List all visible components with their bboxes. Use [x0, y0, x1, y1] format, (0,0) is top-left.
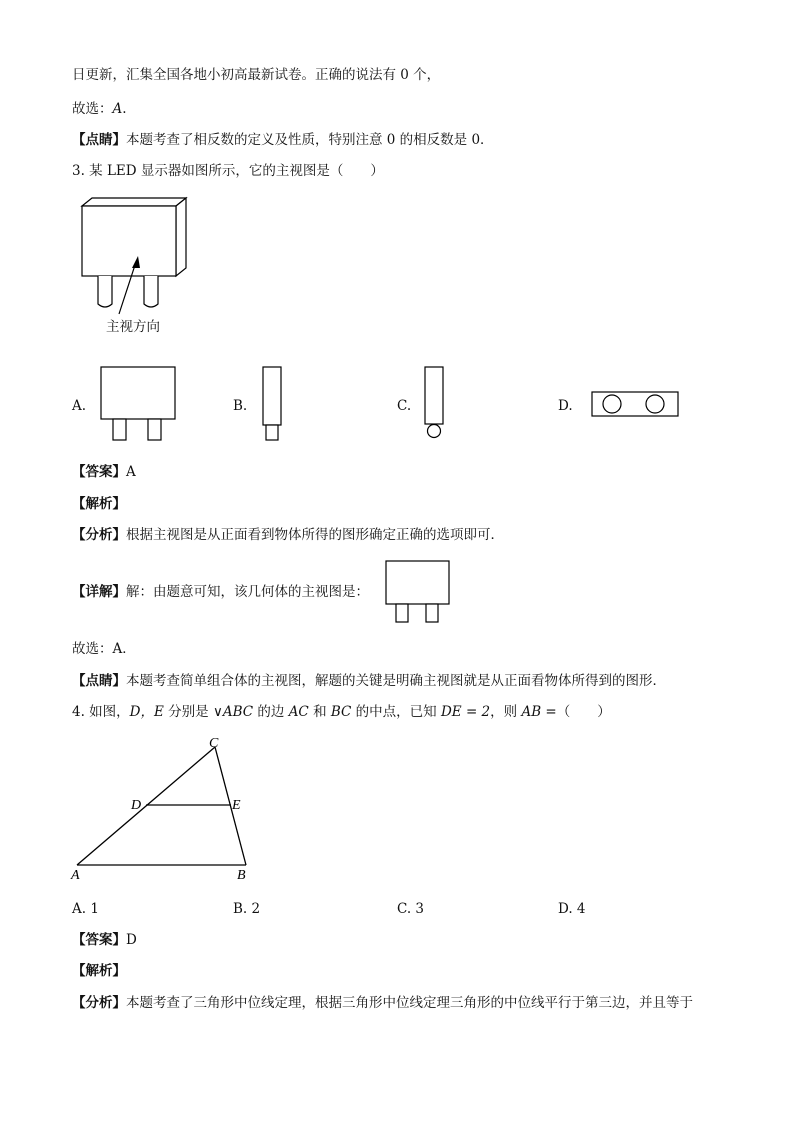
q4-ask: AB = [521, 704, 557, 720]
point-a-label: A [71, 868, 80, 883]
dianjing-tag: 【点睛】 [72, 673, 126, 689]
analysis-line [72, 495, 126, 513]
triangle-figure [66, 732, 266, 884]
view-direction-label: 主视方向 [106, 319, 160, 335]
fenxi-tag: 【分析】 [72, 995, 126, 1011]
detail-text: 解：由题意可知，该几何体的主视图是： [126, 584, 369, 600]
answer-value: D [126, 932, 137, 948]
option-a-figure [100, 366, 180, 446]
question-3: 3. 某 LED 显示器如图所示，它的主视图是（ ） [72, 163, 384, 179]
choose-line: 故选：A． [72, 641, 136, 657]
detail-line [72, 583, 369, 601]
answer-line [72, 931, 137, 949]
answer-letter: A [112, 101, 123, 117]
fenxi-text: 根据主视图是从正面看到物体所得的图形确定正确的选项即可． [126, 527, 504, 543]
q4-given: DE = 2 [440, 704, 491, 720]
option-d-label: D. [558, 398, 573, 414]
analysis-tag: 【解析】 [72, 496, 126, 512]
dianjing-text: 本题考查了相反数的定义及性质，特别注意 0 的相反数是 0． [126, 132, 494, 148]
answer-tag: 【答案】 [72, 932, 126, 948]
q4-option-b: B. 2 [233, 901, 261, 917]
punct: . [122, 101, 127, 117]
option-d-figure [591, 391, 683, 421]
point-e-label: E [232, 798, 241, 813]
fenxi-line [72, 526, 504, 544]
q4-points-de: D，E [129, 704, 164, 720]
q4-side-bc: BC [330, 704, 352, 720]
answer-value: A [126, 464, 136, 480]
q4-text: （ ） [556, 704, 611, 720]
dianjing-text: 本题考查简单组合体的主视图，解题的关键是明确主视图就是从正面看物体所得到的图形． [126, 673, 666, 689]
point-d-label: D [131, 798, 142, 813]
label: 故选： [72, 101, 113, 117]
option-b-label: B. [233, 398, 248, 414]
dianjing-tag: 【点睛】 [72, 132, 126, 148]
point-c-label: C [209, 736, 219, 751]
detail-tag: 【详解】 [72, 584, 126, 600]
q4-text: 的边 [253, 704, 289, 720]
fenxi-line [72, 994, 693, 1012]
fenxi-text: 本题考查了三角形中位线定理，根据三角形中位线定理三角形的中位线平行于第三边，并且等于 [126, 995, 693, 1011]
question-4 [72, 703, 611, 721]
text-line: 日更新，汇集全国各地小初高最新试卷。正确的说法有 0 个， [72, 67, 441, 83]
point-b-label: B [237, 868, 246, 883]
text-line [72, 131, 494, 149]
q4-option-a: A. 1 [72, 901, 99, 917]
q4-option-d: D. 4 [558, 901, 586, 917]
q4-option-c: C. 3 [397, 901, 425, 917]
answer-tag: 【答案】 [72, 464, 126, 480]
option-a-label: A. [72, 398, 87, 414]
dianjing-line [72, 672, 666, 690]
option-b-figure [262, 366, 286, 446]
q4-side-ac: AC [288, 704, 309, 720]
q4-text: 4. 如图， [72, 704, 130, 720]
answer-line [72, 463, 136, 481]
front-view-answer-figure [385, 560, 455, 628]
text-line [72, 100, 127, 118]
option-c-label: C. [397, 398, 412, 414]
analysis-line [72, 962, 126, 980]
q4-text: ，则 [490, 704, 522, 720]
q4-text: 的中点，已知 [351, 704, 441, 720]
fenxi-tag: 【分析】 [72, 527, 126, 543]
q4-text: 分别是 [163, 704, 213, 720]
q4-text: 和 [308, 704, 331, 720]
option-c-figure [424, 366, 448, 446]
analysis-tag: 【解析】 [72, 963, 126, 979]
q4-triangle: ∨ABC [212, 704, 254, 720]
